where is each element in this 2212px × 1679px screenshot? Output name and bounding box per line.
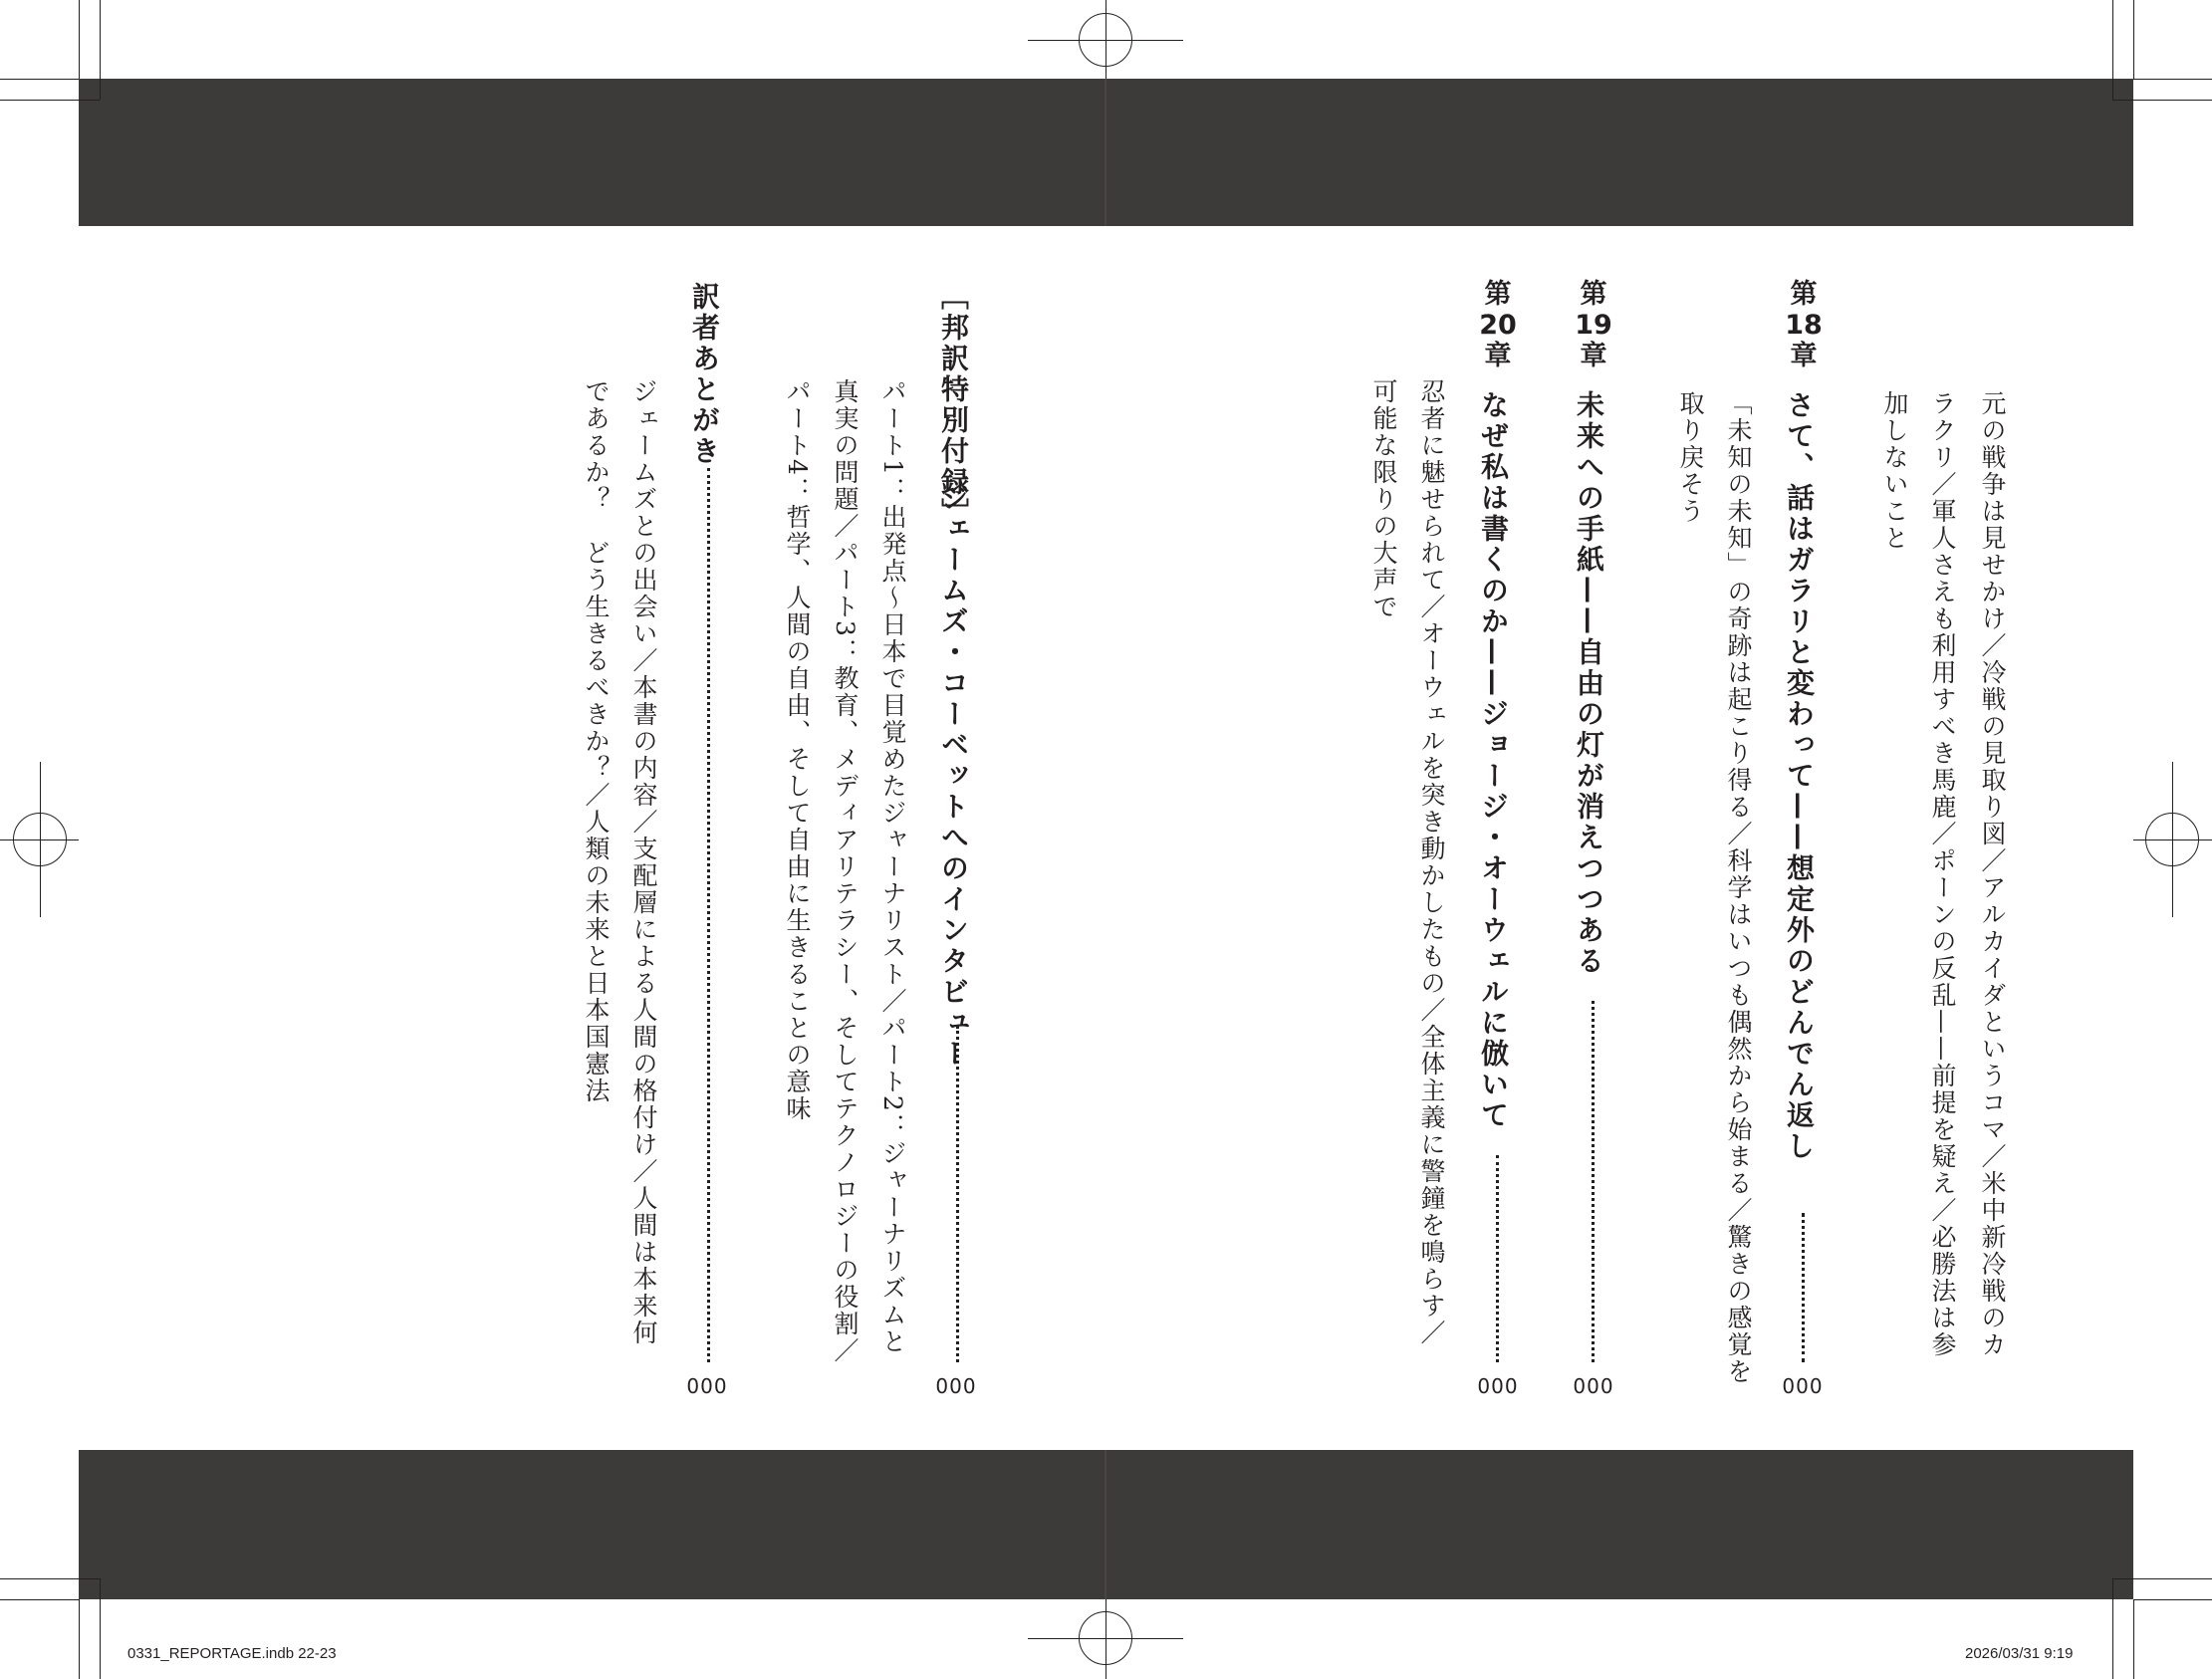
chapter-title: さて、話はガラリと変わって——想定外のどんでん返し <box>1783 390 1816 1162</box>
dot-leader <box>1802 1213 1805 1362</box>
subtopic-line: ラクリ／軍人さえも利用すべき馬鹿／ポーンの反乱——前提を疑え／必勝法は参 <box>1928 390 1957 1358</box>
registration-circle <box>2145 813 2199 866</box>
chapter-number-value: 18 <box>1785 310 1823 342</box>
top-band-gutter <box>1105 79 1106 226</box>
chapter-number-value: 20 <box>1479 310 1517 342</box>
slug-timestamp: 2026/03/31 9:19 <box>1965 1645 2074 1662</box>
slug-filename: 0331_REPORTAGE.indb 22-23 <box>127 1645 337 1662</box>
dot-leader <box>1592 1001 1595 1362</box>
crop-mark <box>79 1599 80 1679</box>
crop-mark <box>0 79 79 80</box>
chapter-suffix: 章 <box>1580 341 1607 372</box>
page-number: 000 <box>1782 1374 1824 1398</box>
afterword-title: 訳者あとがき <box>688 282 721 467</box>
bottom-band-gutter <box>1105 1450 1106 1599</box>
chapter-number <box>1784 279 1824 371</box>
chapter-prefix: 第 <box>1484 279 1512 310</box>
page-number: 000 <box>1477 1374 1519 1398</box>
crop-mark <box>100 1578 101 1679</box>
page-number: 000 <box>686 1374 728 1398</box>
chapter-prefix: 第 <box>1790 279 1818 310</box>
registration-circle <box>1079 1611 1132 1665</box>
page-number: 000 <box>935 1374 977 1398</box>
dot-leader <box>707 468 710 1362</box>
chapter-number <box>1478 279 1518 371</box>
dot-leader <box>956 1026 959 1362</box>
subtopic-line: 可能な限りの大声で <box>1369 378 1398 620</box>
subtopic-line: ジェームズとの出会い／本書の内容／支配層による人間の格付け／人間は本来何 <box>629 378 658 1346</box>
page-number: 000 <box>1573 1374 1614 1398</box>
crop-mark <box>2133 1599 2134 1679</box>
crop-mark <box>2112 1578 2212 1579</box>
chapter-title: 未来への手紙——自由の灯が消えつつある <box>1573 390 1605 977</box>
chapter-suffix: 章 <box>1790 341 1818 372</box>
crop-mark <box>0 1578 100 1579</box>
chapter-number-value: 19 <box>1575 310 1612 342</box>
registration-circle <box>1079 13 1132 67</box>
crop-mark <box>2112 1578 2113 1679</box>
dot-leader <box>1496 1155 1499 1362</box>
chapter-prefix: 第 <box>1580 279 1607 310</box>
crop-mark <box>100 0 101 100</box>
crop-mark <box>2112 0 2113 100</box>
crop-mark <box>2133 0 2134 79</box>
appendix-label: ［邦訳特別付録］ <box>937 282 970 529</box>
subtopic-line: 取り戻そう <box>1676 390 1705 525</box>
crop-mark <box>2133 79 2212 80</box>
crop-mark <box>79 0 80 79</box>
chapter-title: なぜ私は書くのか——ジョージ・オーウェルに倣いて <box>1477 390 1510 1131</box>
chapter-suffix: 章 <box>1484 341 1512 372</box>
crop-mark <box>0 1599 79 1600</box>
crop-mark <box>0 100 100 101</box>
subtopic-line: 元の戦争は見せかけ／冷戦の見取り図／アルカイダというコマ／米中新冷戦のカ <box>1978 390 2007 1358</box>
crop-mark <box>2133 1599 2212 1600</box>
crop-mark <box>2112 100 2212 101</box>
subtopic-line: であるか？ どう生きるべきか？／人類の未来と日本国憲法 <box>582 378 611 1104</box>
subtopic-line: パート1：出発点〜日本で目覚めたジャーナリスト／パート2：ジャーナリズムと <box>878 378 907 1355</box>
subtopic-line: 「未知の未知」の奇跡は起こり得る／科学はいつも偶然から始まる／驚きの感覚を <box>1724 390 1753 1385</box>
subtopic-line: 忍者に魅せられて／オーウェルを突き動かしたもの／全体主義に警鐘を鳴らす／ <box>1417 378 1446 1346</box>
chapter-number <box>1574 279 1613 371</box>
subtopic-line: 真実の問題／パート3：教育、メディアリテラシー、そしてテクノロジーの役割／ <box>831 378 860 1364</box>
registration-circle <box>13 813 67 866</box>
subtopic-line: パート4：哲学、人間の自由、そして自由に生きることの意味 <box>783 378 812 1122</box>
subtopic-line: 加しないこと <box>1880 390 1909 552</box>
appendix-title: ジェームズ・コーベットへのインタビュー <box>937 483 970 1070</box>
